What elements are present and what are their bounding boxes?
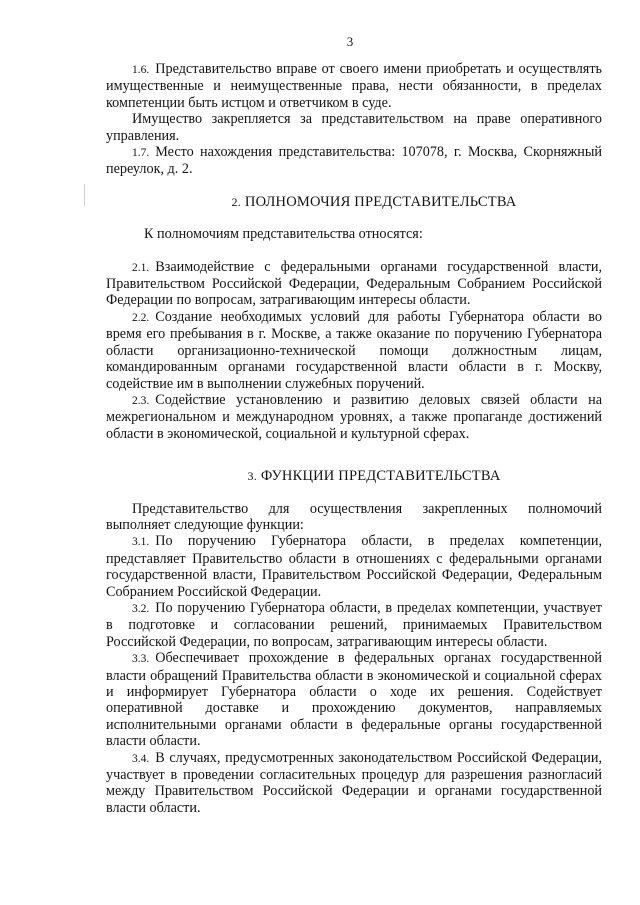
paragraph-1-6 <box>106 61 602 111</box>
paragraph-text: По поручению Губернатора области, в пределах компетенции, участвует в подготовке и согласовании решений, принимаемых Правительством Российской Федерации, по вопросам, затрагивающим интересы области. <box>106 599 602 650</box>
section-title: ФУНКЦИИ ПРЕДСТАВИТЕЛЬСТВА <box>260 468 501 485</box>
paragraph-number: 1.6. <box>132 64 150 76</box>
paragraph-text: Представительство вправе от своего имени приобретать и осуществлять имущественные и неимущественные права, нести обязанности, в пределах компетенции быть истцом и ответчиком в суде. <box>106 61 602 111</box>
section-3-heading <box>146 468 602 484</box>
paragraph-number: 2.3. <box>132 394 150 407</box>
paragraph-text: Место нахождения представительства: 107078, г. Москва, Скорняжный переулок, д. 2. <box>106 144 602 178</box>
paragraph-number: 1.7. <box>132 147 150 160</box>
section-3-intro: Представительство для осуществления закрепленных полномочий выполняет следующие функции: <box>106 500 602 533</box>
paragraph-text: В случаях, предусмотренных законодательством Российской Федерации, участвует в проведении согласительных процедур для разрешения разногласий между Правительством Российской Федерации и органами государственной власти области. <box>106 749 602 816</box>
paragraph-3-1 <box>106 533 602 600</box>
section-number: 2. <box>231 194 241 209</box>
paragraph-number: 2.2. <box>132 311 150 324</box>
margin-mark <box>84 184 85 206</box>
paragraph-text: Содействие установлению и развитию деловых связей области на межрегиональном и международном уровнях, а также пропаганде достижений области в экономической, социальной и культурной сферах. <box>106 391 602 442</box>
paragraph-3-3 <box>106 650 602 749</box>
paragraph-2-3 <box>106 392 602 442</box>
paragraph-number: 3.3. <box>132 653 150 666</box>
paragraph-text: По поручению Губернатора области, в пределах компетенции, представляет Правительство области в отношениях с федеральными органами государственной власти, Правительством Российской Федерации, Федеральным Собранием Российской Федерации. <box>106 533 602 600</box>
paragraph-2-1 <box>106 259 602 309</box>
document-body <box>106 61 602 816</box>
paragraph-3-2 <box>106 600 602 650</box>
paragraph-number: 3.2. <box>132 602 150 615</box>
paragraph-property <box>106 111 602 144</box>
page-number: 3 <box>346 34 354 49</box>
paragraph-3-4 <box>106 750 602 817</box>
section-number: 3. <box>247 469 257 484</box>
paragraph-text: Создание необходимых условий для работы Губернатора области во время его пребывания в г. Москве, а также оказание по поручению Губернатора области организационно-технической помощи должностным лицам, командированным органами государственной власти области в г. Москву, содействие им в выполнении служебных поручений. <box>106 308 602 392</box>
paragraph-text: Обеспечивает прохождение в федеральных органах государственной власти обращений Правительства области в экономической и социальной сферах и информирует Губернатора области о ходе их решения. Содействует оперативной доставке и прохождению документов, направляемых исполнительными органами области в федеральные органы государственной власти области. <box>106 650 602 750</box>
paragraph-1-7 <box>106 144 602 178</box>
section-2-heading <box>146 194 602 210</box>
paragraph-text: Взаимодействие с федеральными органами государственной власти, Правительством Российской Федерации, Федеральным Собранием Российской Федерации по вопросам, затрагивающим интересы области. <box>106 258 602 309</box>
section-2-intro: К полномочиям представительства относятся: <box>144 226 423 243</box>
paragraph-number: 3.1. <box>132 536 150 549</box>
section-title: ПОЛНОМОЧИЯ ПРЕДСТАВИТЕЛЬСТВА <box>244 193 517 210</box>
paragraph-number: 2.1. <box>132 261 150 274</box>
paragraph-text: Имущество закрепляется за представительством на праве оперативного управления. <box>106 111 602 144</box>
paragraph-2-2 <box>106 309 602 392</box>
paragraph-number: 3.4. <box>132 752 150 765</box>
